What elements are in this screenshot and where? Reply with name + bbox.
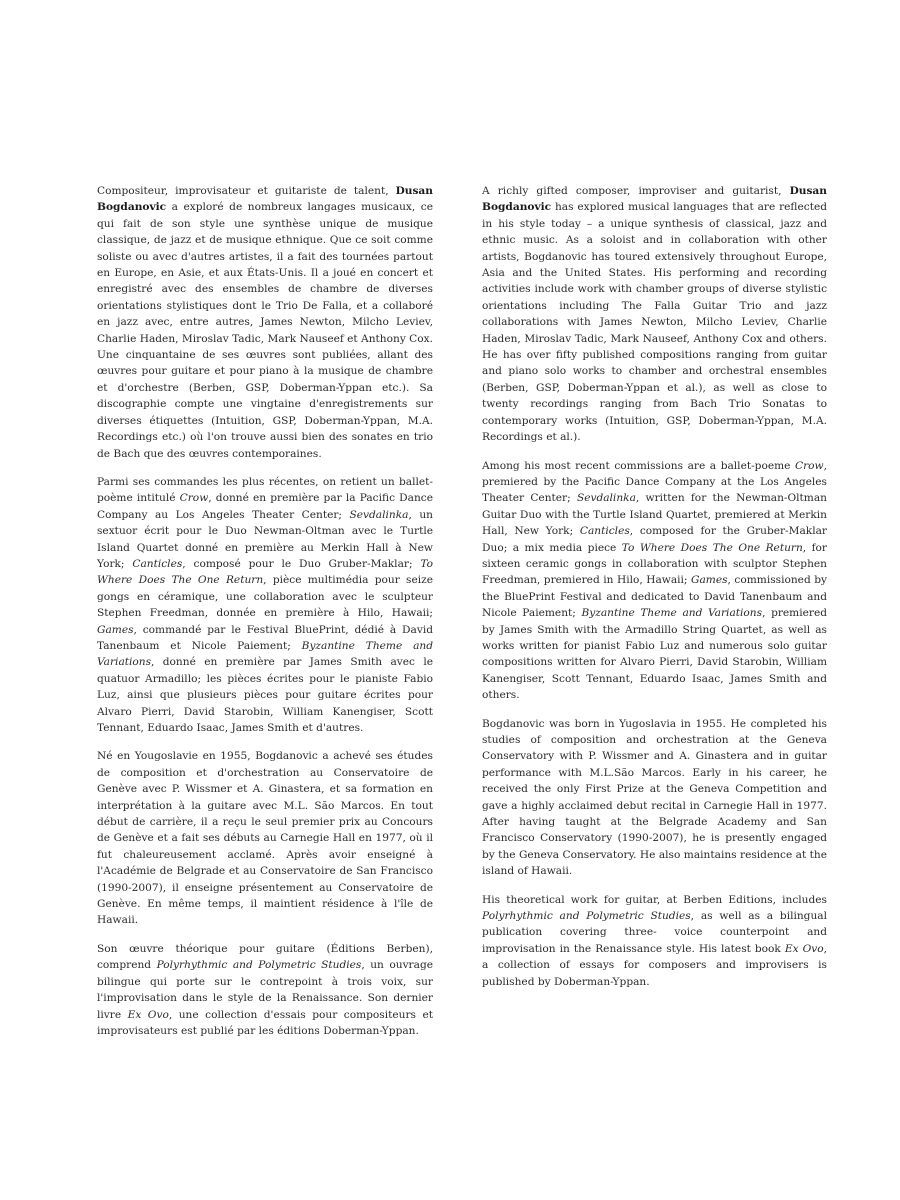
- text-run: , une collection d'essais pour compositeurs et improvisateurs est publié par les éditions Doberman-Yppan.: [97, 1008, 433, 1037]
- text-run: A richly gifted composer, improviser and guitarist,: [482, 185, 790, 197]
- text-run: , commissioned by the BluePrint Festival and dedicated to David Tanenbaum and Nicole Paiement;: [482, 574, 827, 620]
- english-paragraph-commissions: [482, 458, 827, 704]
- text-run: , for sixteen ceramic gongs in collaboration with sculptor Stephen Freedman, premiered in Hilo, Hawaii;: [482, 541, 827, 587]
- work-title: Games: [691, 574, 728, 587]
- text-run: His theoretical work for guitar, at Berben Editions, includes: [482, 893, 827, 906]
- text-run: , un sextuor écrit pour le Duo Newman-Oltman avec le Turtle Island Quartet donné en première au Merkin Hall à New York;: [97, 508, 433, 570]
- text-run: , donné en première par James Smith avec le quatuor Armadillo; les pièces écrites pour le pianiste Fabio Luz, ainsi que plusieurs pièces pour guitare écrites pour Alvaro Pierri, David Starobin, William Kanengiser, Scott Tennant, Eduardo Isaac, James Smith et d'autres.: [97, 656, 433, 734]
- text-run: , composed for the Gruber-Maklar Duo; a mix media piece: [482, 525, 827, 554]
- work-title: To Where Does The One Return: [621, 541, 803, 554]
- text-run: Parmi ses commandes les plus récentes, on retient un ballet-poème intitulé: [97, 475, 433, 505]
- work-title: Ex Ovo: [127, 1008, 169, 1021]
- biography-page: [97, 183, 832, 1037]
- text-run: , premiered by the Pacific Dance Company at the Los Angeles Theater Center;: [482, 459, 827, 505]
- english-paragraph-education: Bogdanovic was born in Yugoslavia in 1955. He completed his studies of composition and orchestration at the Geneva Conservatory with P. Wissmer and A. Ginastera and in guitar performance with M.L.São Marcos. Early in his career, he received the only First Prize at the Geneva Competition and gave a highly acclaimed debut recital in Carnegie Hall in 1977. After having taught at the Belgrade Academy and San Francisco Conservatory (1990-2007), he is presently engaged by the Geneva Conservatory. He also maintains residence at the island of Hawaii.: [482, 717, 827, 878]
- english-paragraph-theory: [482, 892, 827, 990]
- text-run: , commandé par le Festival BluePrint, dédié à David Tanenbaum et Nicole Paiement;: [97, 623, 433, 652]
- work-title: Ex Ovo: [784, 942, 824, 955]
- text-run: , a collection of essays for composers and improvisers is published by Doberman-Yppan.: [482, 942, 828, 988]
- work-title: Polyrhythmic and Polymetric Studies: [156, 959, 362, 972]
- work-title: Canticles: [579, 525, 630, 538]
- text-run: , composé pour le Duo Gruber-Maklar;: [182, 557, 421, 570]
- text-run: , written for the Newman-Oltman Guitar Duo with the Turtle Island Quartet, premiered at Merkin Hall, New York;: [482, 492, 827, 538]
- french-paragraph-intro: [97, 183, 433, 462]
- text-run: , pièce multimédia pour seize gongs en céramique, une collaboration avec le sculpteur Stephen Freedman, donnée en première à Hilo, Hawaii;: [97, 574, 433, 620]
- text-run: a exploré de nombreux langages musicaux, ce qui fait de son style une synthèse unique de musique classique, de jazz et de musique ethnique. Que ce soit comme soliste ou avec d'autres artistes, il a fait des tournées partout en Europe, en Asie, et aux États-Unis. Il a joué en concert et enregistré avec des ensembles de chambre de diverses orientations stylistiques dont le Trio De Falla, et a collaboré en jazz avec, entre autres, James Newton, Milcho Leviev, Charlie Haden, Miroslav Tadic, Mark Nauseef et Anthony Cox. Une cinquantaine de ses œuvres sont publiées, allant des œuvres pour guitare et pour piano à la musique de chambre et d'orchestre (Berben, GSP, Doberman-Yppan etc.). Sa discographie compte une vingtaine d'enregistrements sur diverses étiquettes (Intuition, GSP, Doberman-Yppan, M.A. Recordings etc.) où l'on trouve aussi bien des sonates en trio de Bach que des œuvres contemporaines.: [97, 201, 433, 460]
- work-title: Byzantine Theme and Variations: [97, 639, 434, 669]
- text-run: Compositeur, improvisateur et guitariste de talent,: [97, 185, 396, 197]
- work-title: Sevdalinka: [349, 508, 409, 521]
- work-title: Crow: [795, 459, 824, 472]
- text-run: , un ouvrage bilingue qui porte sur le contrepoint à trois voix, sur l'improvisation dans le style de la Renaissance. Son dernier livre: [97, 959, 433, 1021]
- work-title: Polyrhythmic and Polymetric Studies: [482, 910, 691, 923]
- english-column: [482, 183, 827, 1002]
- work-title: Crow: [179, 492, 209, 505]
- french-paragraph-theory: [97, 941, 433, 1039]
- work-title: Canticles: [132, 557, 183, 570]
- text-run: , premiered by James Smith with the Armadillo String Quartet, as well as works written for pianist Fabio Luz and numerous solo guitar compositions written for Alvaro Pierri, David Starobin, William Kanengiser, Scott Tennant, Eduardo Isaac, James Smith and others.: [482, 607, 827, 702]
- french-column: [97, 183, 433, 1051]
- text-run: Son œuvre théorique pour guitare (Éditions Berben), comprend: [97, 942, 433, 972]
- french-paragraph-commissions: [97, 474, 433, 737]
- text-run: , donné en première par la Pacific Dance Company au Los Angeles Theater Center;: [97, 492, 433, 521]
- text-run: , as well as a bilingual publication covering three- voice counterpoint and improvisation in the Renaissance style. His latest book: [482, 910, 827, 955]
- text-run: has explored musical languages that are reflected in his style today – a unique synthesis of classical, jazz and ethnic music. As a soloist and in collaboration with other artists, Bogdanovic has toured extensively throughout Europe, Asia and the United States. His performing and recording activities include work with chamber groups of diverse stylistic orientations including The Falla Guitar Trio and jazz collaborations with James Newton, Milcho Leviev, Charlie Haden, Miroslav Tadic, Mark Nauseef, Anthony Cox and others. He has over fifty published compositions ranging from guitar and piano solo works to chamber and orchestral ensembles (Berben, GSP, Doberman-Yppan et al.), as well as close to twenty recordings ranging from Bach Trio Sonatas to contemporary works (Intuition, GSP, Doberman-Yppan, M.A. Recordings et al.).: [482, 201, 827, 444]
- composer-name: Dusan Bogdanovic: [482, 185, 827, 214]
- work-title: To Where Does The One Return: [97, 557, 433, 587]
- text-run: Among his most recent commissions are a ballet-poeme: [482, 459, 795, 472]
- english-paragraph-intro: [482, 183, 827, 446]
- composer-name: Dusan Bogdanovic: [97, 185, 433, 214]
- french-paragraph-education: Né en Yougoslavie en 1955, Bogdanovic a achevé ses études de composition et d'orchestration au Conservatoire de Genève avec P. Wissmer et A. Ginastera, et sa formation en interprétation à la guitare avec M.L. São Marcos. En tout début de carrière, il a reçu le seul premier prix au Concours de Genève et a fait ses débuts au Carnegie Hall en 1977, où il fut chaleureusement acclamé. Après avoir enseigné à l'Académie de Belgrade et au Conservatoire de San Francisco (1990-2007), il enseigne présentement au Conservatoire de Genève. En même temps, il maintient résidence à l'île de Hawaii.: [97, 750, 433, 927]
- work-title: Games: [97, 623, 134, 636]
- work-title: Byzantine Theme and Variations: [581, 607, 763, 620]
- work-title: Sevdalinka: [576, 492, 636, 505]
